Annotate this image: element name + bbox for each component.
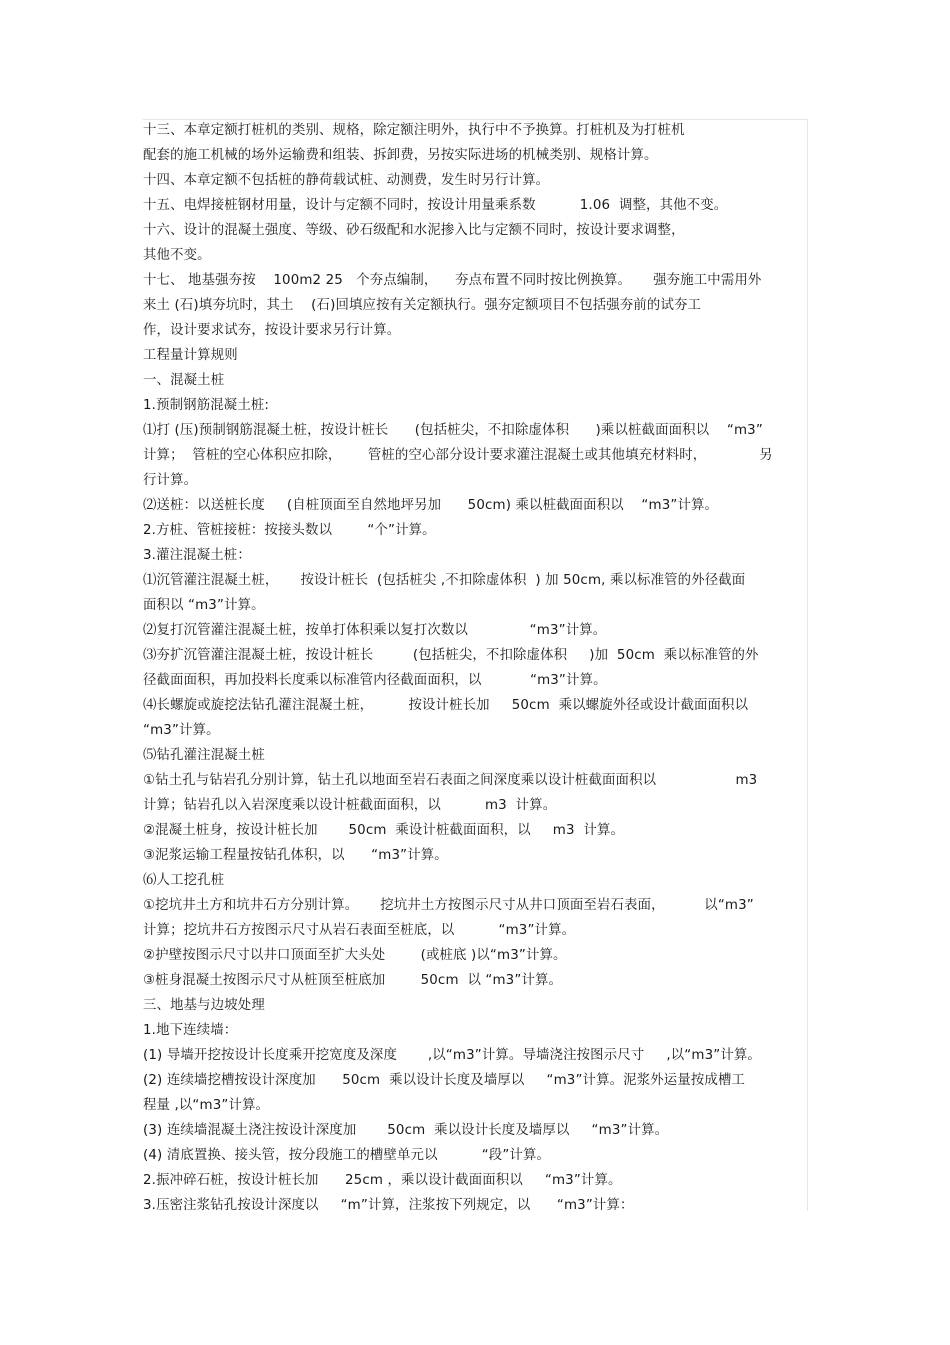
text-line: 十五、电焊接桩钢材用量，设计与定额不同时，按设计用量乘系数 1.06 调整，其他不变。 [143,198,728,213]
text-line: 面积以 “m3”计算。 [143,598,265,613]
text-line: ①钻土孔与钻岩孔分别计算，钻土孔以地面至岩石表面之间深度乘以设计桩截面面积以 m3 [143,773,758,788]
subsection-heading: 2.方桩、管桩接桩：按接头数以 “个”计算。 [143,523,436,538]
text-line: 来土 (石)填夯坑时，其土 (石)回填应按有关定额执行。强夯定额项目不包括强夯前的试夯工 [143,298,702,313]
text-line: 计算；钻岩孔以入岩深度乘以设计桩截面面积，以 m3 计算。 [143,798,557,813]
text-line: ③桩身混凝土按图示尺寸从桩顶至桩底加 50cm 以 “m3”计算。 [143,973,563,988]
text-line: ②护壁按图示尺寸以井口顶面至扩大头处 (或桩底 )以“m3”计算。 [143,948,567,963]
section-heading: 三、地基与边坡处理 [143,998,265,1013]
text-line: 作，设计要求试夯，按设计要求另行计算。 [143,323,401,338]
subsection-heading: 1.地下连续墙： [143,1023,238,1038]
text-line: ②混凝土桩身，按设计桩长加 50cm 乘设计桩截面面积，以 m3 计算。 [143,823,625,838]
text-line: ③泥浆运输工程量按钻孔体积，以 “m3”计算。 [143,848,448,863]
text-line: ⑵复打沉管灌注混凝土桩，按单打体积乘以复打次数以 “m3”计算。 [143,623,607,638]
text-line: 计算；挖坑井石方按图示尺寸从岩石表面至桩底，以 “m3”计算。 [143,923,576,938]
text-line: ⑵送桩：以送桩长度 (自桩顶面至自然地坪另加 50cm) 乘以桩截面面积以 “m3”计算。 [143,498,719,513]
text-line: 十六、设计的混凝土强度、等级、砂石级配和水泥掺入比与定额不同时，按设计要求调整， [143,223,685,238]
text-line: 径截面面积，再加投料长度乘以标准管内径截面面积，以 “m3”计算。 [143,673,607,688]
text-line: 十四、本章定额不包括桩的静荷载试桩、动测费，发生时另行计算。 [143,173,550,188]
text-line: 计算； 管桩的空心体积应扣除， 管桩的空心部分设计要求灌注混凝土或其他填充材料时， 另 [143,448,773,463]
page-frame-right-border [807,119,808,1211]
text-line: (4) 清底置换、接头管，按分段施工的槽壁单元以 “段”计算。 [143,1148,551,1163]
subsection-heading: 3.灌注混凝土桩： [143,548,251,563]
text-line: 其他不变。 [143,248,211,263]
text-line: ⑸钻孔灌注混凝土桩 [143,748,265,763]
text-line: ①挖坑井土方和坑井石方分别计算。 挖坑井土方按图示尺寸从井口顶面至岩石表面， 以“m3” [143,898,754,913]
text-line: (2) 连续墙挖槽按设计深度加 50cm 乘以设计长度及墙厚以 “m3”计算。泥浆外运量按成槽工 [143,1073,746,1088]
text-line: ⑶夯扩沉管灌注混凝土桩，按设计桩长 (包括桩尖，不扣除虚体积 )加 50cm 乘以标准管的外 [143,648,759,663]
text-line: 十三、本章定额打桩机的类别、规格，除定额注明外，执行中不予换算。打桩机及为打桩机 [143,123,685,138]
subsection-heading: 1.预制钢筋混凝土桩: [143,398,270,413]
text-line: 程量 ,以“m3”计算。 [143,1098,270,1113]
section-heading: 一、混凝土桩 [143,373,225,388]
text-line: 2.振冲碎石桩，按设计桩长加 25cm ，乘以设计截面面积以 “m3”计算。 [143,1173,622,1188]
text-line: ⑴沉管灌注混凝土桩， 按设计桩长 (包括桩尖 ,不扣除虚体积 ) 加 50cm, 乘以标准管的外径截面 [143,573,746,588]
section-heading: 工程量计算规则 [143,348,238,363]
text-line: ⑴打 (压)预制钢筋混凝土桩，按设计桩长 (包括桩尖，不扣除虚体积 )乘以桩截面面积以 “m3” [143,423,763,438]
text-line: 配套的施工机械的场外运输费和组装、拆卸费，另按实际进场的机械类别、规格计算。 [143,148,658,163]
text-line: “m3”计算。 [143,723,220,738]
text-line: 3.压密注浆钻孔按设计深度以 “m”计算，注浆按下列规定，以 “m3”计算： [143,1198,634,1213]
text-line: (1) 导墙开挖按设计长度乘开挖宽度及深度 ,以“m3”计算。导墙浇注按图示尺寸 ,以“m3”计算。 [143,1048,761,1063]
document-body [143,118,807,1218]
text-line: ⑷长螺旋或旋挖法钻孔灌注混凝土桩， 按设计桩长加 50cm 乘以螺旋外径或设计截面面积以 [143,698,749,713]
text-line: ⑹人工挖孔桩 [143,873,225,888]
text-line: 十七、 地基强夯按 100m2 25 个夯点编制， 夯点布置不同时按比例换算。 强夯施工中需用外 [143,273,762,288]
text-line: 行计算。 [143,473,198,488]
text-line: (3) 连续墙混凝土浇注按设计深度加 50cm 乘以设计长度及墙厚以 “m3”计算。 [143,1123,669,1138]
